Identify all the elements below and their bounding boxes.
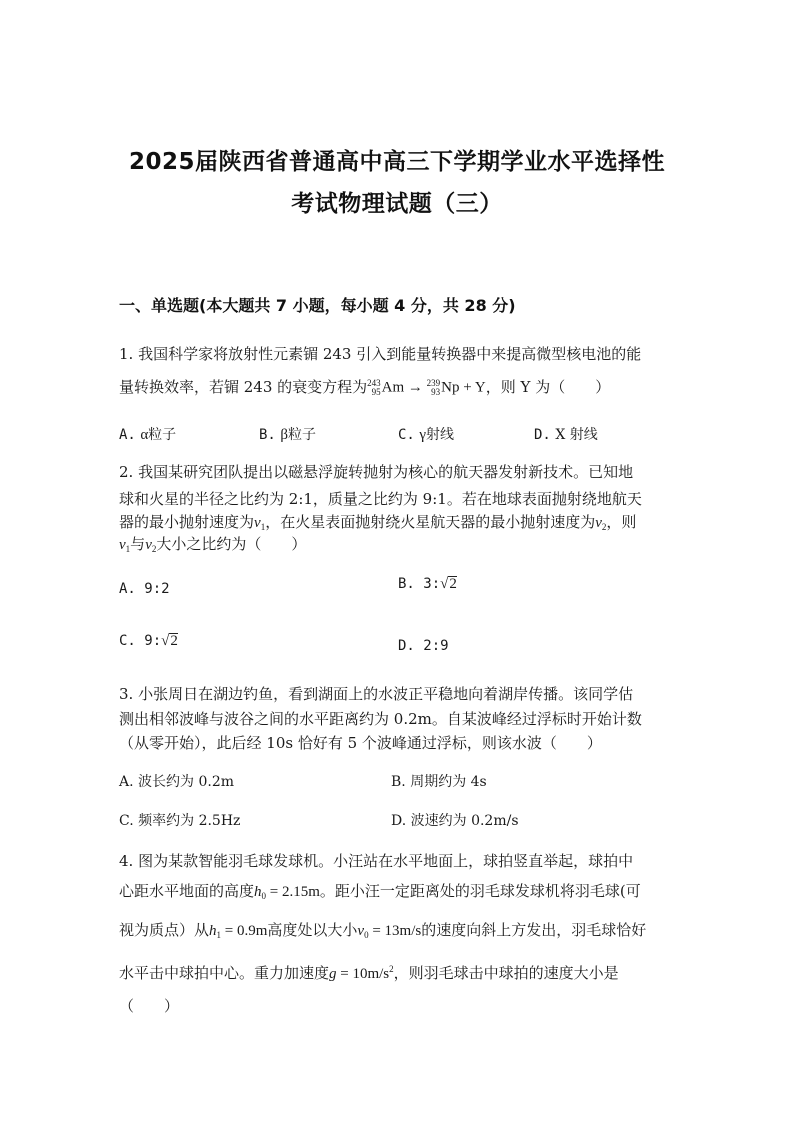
q2-option-c: C. 9:√2 (119, 633, 178, 649)
q2-line3: 器的最小抛射速度为$v_1$，在火星表面抛射绕火星航天器的最小抛射速度为$v_2$，则 (119, 513, 637, 532)
exam-title-line2: 考试物理试题（三） (291, 191, 503, 217)
q4-line4: 水平击中球拍中心。重力加速度$g = 10m/s^2$，则羽毛球击中球拍的速度大小是 (119, 964, 619, 982)
q3-option-a: A. 波长约为 0.2m (119, 774, 235, 790)
section-heading: 一、单选题(本大题共 7 小题，每小题 4 分，共 28 分) (119, 296, 516, 315)
q4-answer-paren: （ ） (119, 997, 180, 1015)
q1-option-a: A. α粒子 (119, 427, 177, 443)
q2-option-b: B. 3:√2 (398, 576, 457, 592)
q4-line3: 视为质点）从$h_1 = 0.9m$高度处以大小$v_0 = 13m/s$的速度向斜上方发出，羽毛球恰好 (119, 921, 647, 940)
q3-line1: 3. 小张周日在湖边钓鱼，看到湖面上的水波正平稳地向着湖岸传播。该同学估 (119, 685, 634, 703)
q3-line3: （从零开始），此后经 10s 恰好有 5 个波峰通过浮标，则该水波（ ） (119, 734, 602, 752)
q1-option-d: D. X 射线 (534, 427, 598, 443)
q1-option-c: C. γ射线 (398, 427, 454, 443)
q4-line2: 心距水平地面的高度$h_0 = 2.15m$。距小汪一定距离处的羽毛球发球机将羽毛球(可 (119, 882, 641, 901)
decay-equation: 243 95 Am → 239 93 Np + Y (367, 378, 486, 397)
q2-line2: 球和火星的半径之比约为 2:1，质量之比约为 9:1。若在地球表面抛射绕地航天 (119, 490, 642, 508)
q3-option-d: D. 波速约为 0.2m/s (391, 813, 519, 829)
q1-option-b: B. β粒子 (259, 427, 316, 443)
q3-option-b: B. 周期约为 4s (391, 774, 487, 790)
q2-option-d: D. 2:9 (398, 638, 449, 654)
q2-line4: $v_1$与$v_2$大小之比约为（ ） (119, 535, 307, 554)
q4-line1: 4. 图为某款智能羽毛球发球机。小汪站在水平地面上，球拍竖直举起，球拍中 (119, 852, 634, 870)
q2-option-a: A. 9:2 (119, 581, 170, 597)
q1-line2-text: 量转换效率，若镅 243 的衰变方程为 (119, 378, 368, 396)
exam-title-line1: 2025届陕西省普通高中高三下学期学业水平选择性 (128, 149, 665, 175)
q1-line1: 1. 我国科学家将放射性元素镅 243 引入到能量转换器中来提高微型核电池的能 (119, 345, 642, 363)
q2-line1: 2. 我国某研究团队提出以磁悬浮旋转抛射为核心的航天器发射新技术。已知地 (119, 463, 634, 481)
q3-option-c: C. 频率约为 2.5Hz (119, 813, 241, 829)
q3-line2: 测出相邻波峰与波谷之间的水平距离约为 0.2m。自某波峰经过浮标时开始计数 (119, 710, 642, 728)
q1-line2: 量转换效率，若镅 243 的衰变方程为 243 95 Am → 239 93 Np + Y，则 Y 为（ ） (119, 378, 611, 397)
